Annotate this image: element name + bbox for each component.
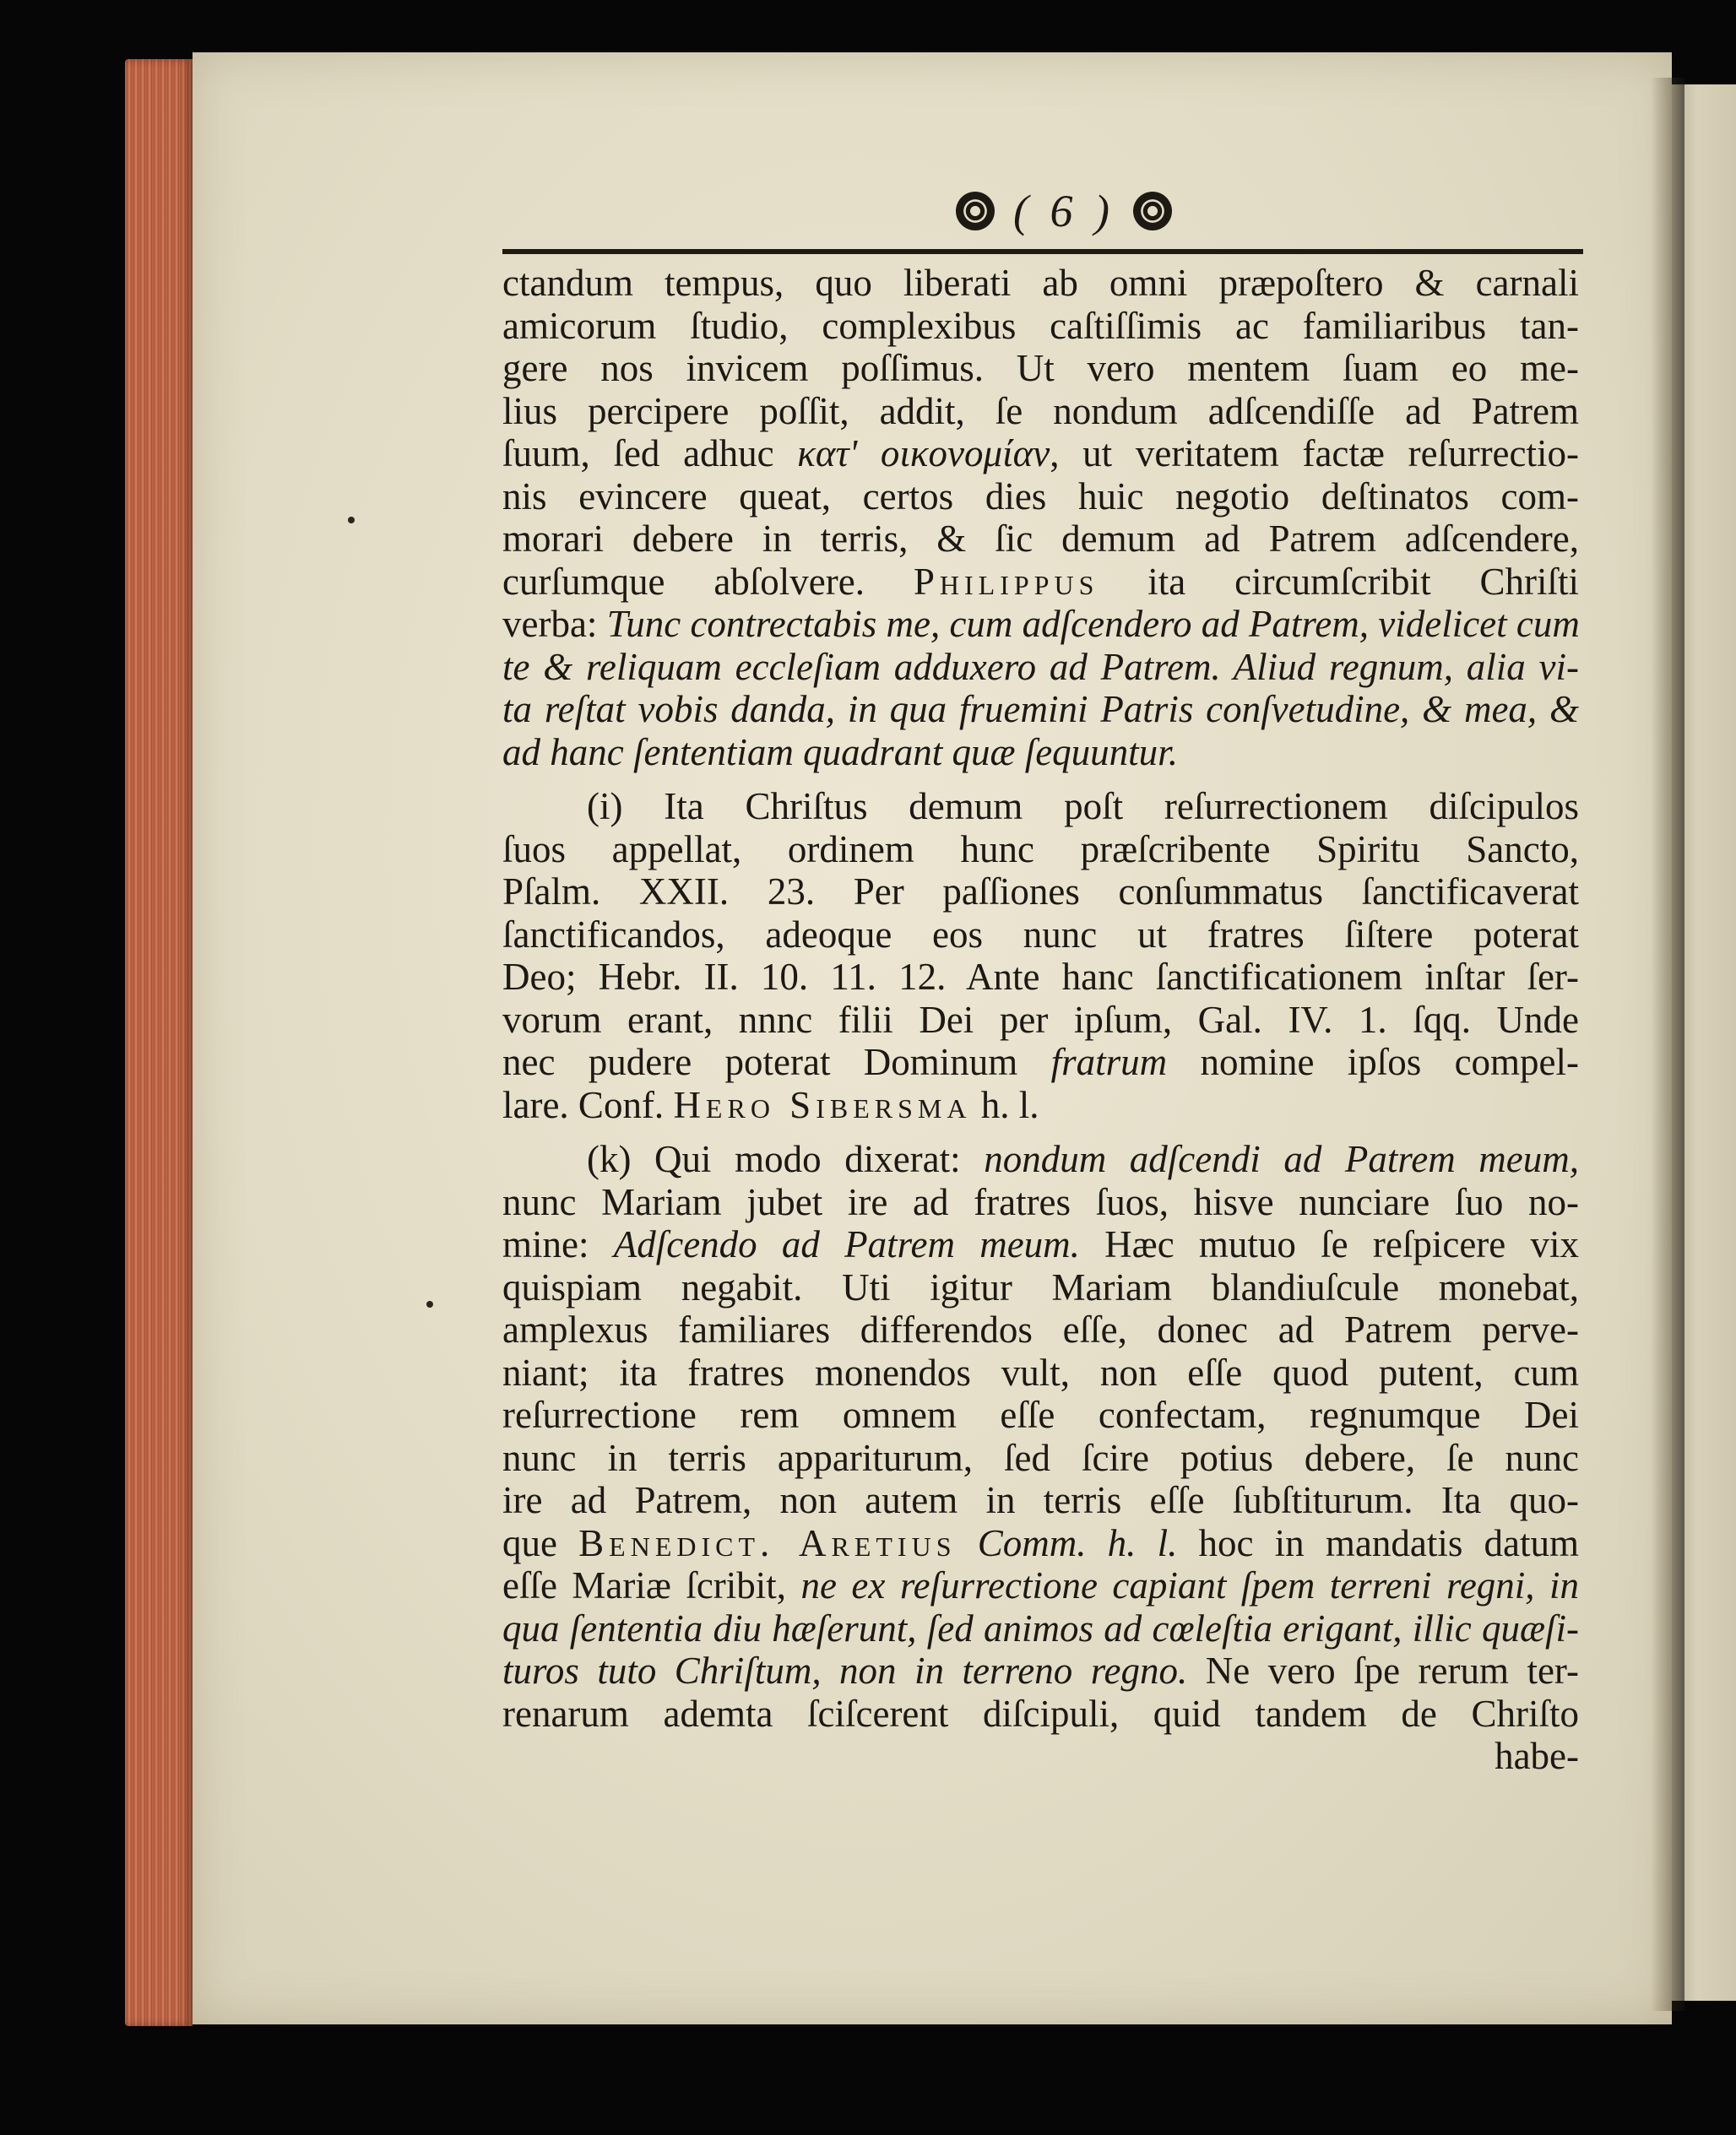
text-run [957,1522,978,1564]
text-line [502,1266,1579,1309]
text-line [502,1394,1579,1437]
text-line [502,1564,1579,1607]
paragraph-gap [502,773,1579,785]
text-line [502,828,1579,871]
text-line [502,956,1579,999]
text-line [502,1607,1579,1650]
italic-run: Tunc contrectabis me, cum adſcendero ad Patrem, videlicet cum [606,603,1580,645]
italic-run: nondum adſcendi ad Patrem meum, [984,1138,1579,1180]
text-line [502,688,1579,731]
italic-run: fratrum [1050,1041,1168,1083]
text-run: quispiam negabit. Uti igitur Mariam blandiuſcule monebat, [502,1265,1579,1309]
paragraph [502,785,1579,1126]
text-line [502,1352,1579,1395]
text-line [502,517,1579,561]
text-line [502,561,1579,604]
text-run: (i) Ita Chriſtus demum poſt reſurrectionem diſcipulos [587,785,1579,827]
text-run: ſanctificandos, adeoque eos nunc ut fratres ſiſtere poterat [502,913,1579,956]
text-line [502,1223,1579,1266]
rosette-ornament-icon [1133,192,1172,230]
ink-speck [426,1301,433,1308]
text-run: verba: [502,603,607,645]
body-text [502,262,1579,1778]
italic-run: ne ex reſurrectione capiant ſpem terreni regni, in [800,1564,1579,1607]
text-run: nunc Mariam jubet ire ad fratres ſuos, hisve nunciare ſuo no- [502,1180,1579,1223]
small-caps-name: Benedict. Aretius [578,1521,957,1564]
text-run: morari debere in terris, & ſic demum ad Patrem adſcendere, [502,517,1579,560]
paragraph-gap [502,1126,1579,1138]
text-run: eſſe Mariæ ſcribit, [502,1564,801,1607]
italic-run: te & reliquam eccleſiam adduxero ad Patrem. Aliud regnum, alia vi- [502,645,1579,688]
text-run: gere nos invicem poſſimus. Ut vero mentem ſuam eo me- [502,347,1579,389]
text-run: Ne vero ſpe rerum ter- [1187,1650,1580,1692]
small-caps-name: Hero Sibersma [673,1083,972,1126]
text-run: Pſalm. XXII. 23. Per paſſiones conſummatus ſanctificaverat [502,870,1579,913]
text-run: Hæc mutuo ſe reſpicere vix [1079,1223,1579,1265]
text-line [502,262,1579,305]
italic-run: qua ſententia diu hæſerunt, ſed animos ad cœleſtia erigant, illic quæſi- [502,1607,1579,1650]
italic-run: Comm. h. l. [977,1521,1178,1564]
text-run: ita circumſcribit Chriſti [1099,560,1579,603]
text-run: amplexus familiares differendos eſſe, donec ad Patrem perve- [502,1309,1579,1351]
header-rule [502,249,1583,254]
text-line [502,1437,1579,1480]
text-line [502,646,1579,689]
ink-speck [348,517,355,523]
text-run: que [502,1521,579,1564]
text-run: lius percipere poſſit, addit, ſe nondum adſcendiſſe ad Patrem [502,389,1579,432]
text-run: nis evincere queat, certos dies huic negotio deſtinatos com- [502,474,1579,517]
paragraph [502,1138,1579,1735]
text-line [502,347,1579,390]
text-line [502,1650,1579,1693]
text-line [502,475,1579,518]
italic-run: κατ' οικονομίαν [797,432,1050,474]
text-line [502,1309,1579,1352]
text-line [502,999,1579,1042]
text-run: reſurrectione rem omnem eſſe confectam, regnumque Dei [502,1394,1579,1436]
text-run: (k) Qui modo dixerat: [587,1138,985,1180]
page-header [912,177,1216,245]
small-caps-name: Philippus [913,560,1099,603]
text-run: curſumque abſolvere. [502,560,914,603]
text-line [502,603,1579,646]
text-run: , ut veritatem factæ reſurrectio- [1050,432,1579,474]
text-line [502,1041,1579,1084]
text-run: renarum ademta ſciſcerent diſcipuli, quid tandem de Chriſto [502,1692,1579,1735]
text-run: vorum erant, nnnc filii Dei per ipſum, Gal. IV. 1. ſqq. Unde [502,998,1579,1041]
text-line [502,432,1579,475]
text-run: ire ad Patrem, non autem in terris eſſe ſubſtiturum. Ita quo- [502,1479,1579,1521]
italic-run: Adſcendo ad Patrem meum. [613,1223,1080,1265]
paragraph [502,262,1579,773]
text-run: mine: [502,1223,614,1265]
text-run: nec pudere poterat Dominum [502,1041,1051,1083]
text-run: nunc in terris appariturum, ſed ſcire potius debere, ſe nunc [502,1436,1579,1479]
catchword: habe- [1495,1735,1579,1777]
italic-run: turos tuto Chriſtum, non in terreno regno. [502,1650,1188,1692]
text-line [502,390,1579,433]
page-number: ( 6 ) [1013,186,1115,236]
text-line [502,305,1579,348]
text-run: niant; ita fratres monendos vult, non eſſe quod putent, cum [502,1351,1579,1394]
text-run: hoc in mandatis datum [1177,1521,1579,1564]
text-run: h. l. [971,1083,1039,1126]
text-line [502,1138,1579,1181]
text-line [502,785,1579,828]
text-line [502,913,1579,956]
text-run: amicorum ſtudio, complexibus caſtiſſimis ac familiaribus tan- [502,304,1579,347]
text-run: nomine ipſos compel- [1167,1041,1580,1083]
italic-run: ta reſtat vobis danda, in qua fruemini Patris conſvetudine, & mea, & [502,688,1579,730]
italic-run: ad hanc ſententiam quadrant quæ ſequuntur. [502,730,1178,773]
text-line [502,1693,1579,1736]
text-line [502,1522,1579,1565]
rosette-ornament-icon [956,192,995,230]
text-run: ſuos appellat, ordinem hunc præſcribente Spiritu Sancto, [502,827,1579,870]
text-run: ctandum tempus, quo liberati ab omni præpoſtero & carnali [502,262,1579,304]
text-run: Deo; Hebr. II. 10. 11. 12. Ante hanc ſanctificationem inſtar ſer- [502,956,1579,998]
text-line [502,870,1579,913]
text-line [502,731,1579,774]
text-line [502,1084,1579,1127]
text-run: lare. Conf. [502,1083,674,1126]
text-line [502,1479,1579,1522]
page-fore-edge [125,59,193,2026]
page-gutter-shadow [1651,78,1684,2011]
text-run: ſuum, ſed adhuc [502,432,798,474]
text-line [502,1181,1579,1224]
